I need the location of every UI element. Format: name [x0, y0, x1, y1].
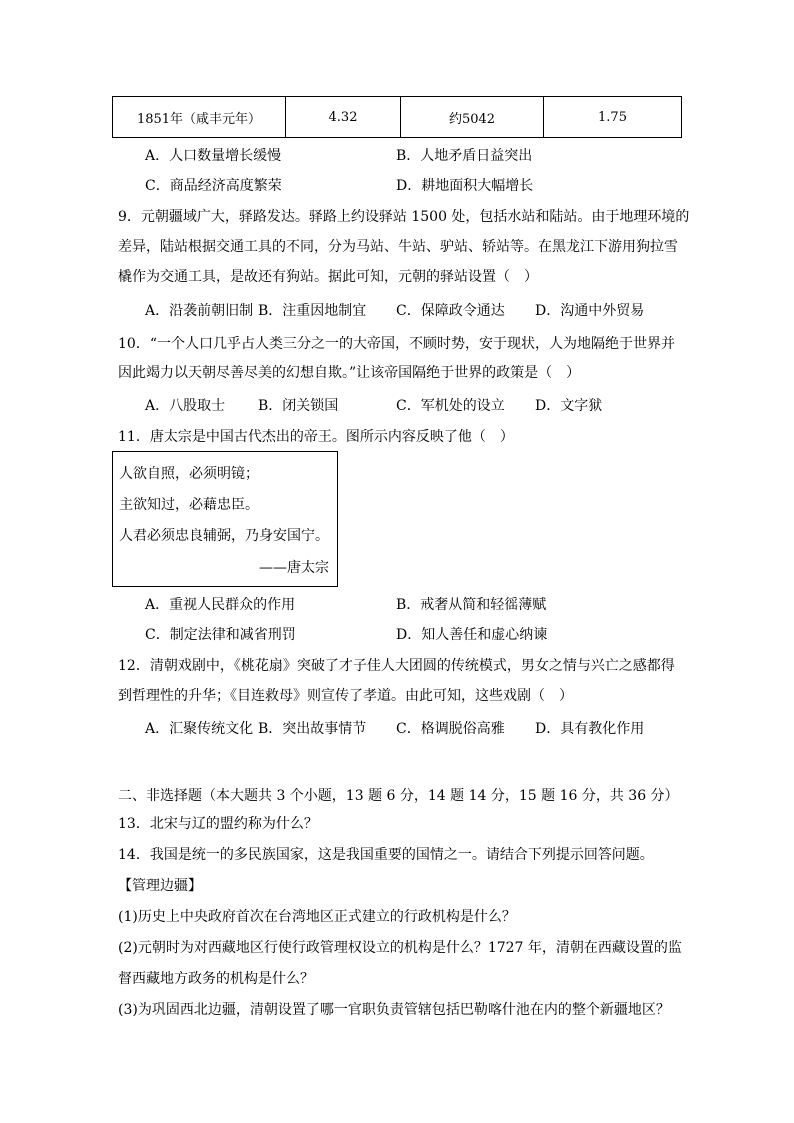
q8-option-d: D．耕地面积大幅增长 — [396, 178, 534, 194]
q11-option-a: A．重视人民群众的作用 — [145, 597, 296, 613]
q11-option-d: D．知人善任和虚心纳谏 — [396, 627, 548, 643]
q11-option-b: B．戒奢从简和轻徭薄赋 — [396, 597, 547, 613]
q10-option-d: D．文字狱 — [535, 398, 603, 414]
table-cell-year: 1851年（咸丰元年） — [113, 97, 286, 138]
q9-option-a: A．沿袭前朝旧制 — [145, 303, 254, 319]
q10-option-b: B．闭关锁国 — [258, 398, 339, 414]
q9-stem-line: 差异，陆站根据交通工具的不同，分为马站、牛站、驴站、轿站等。在黑龙江下游用狗拉雪 — [118, 239, 678, 255]
q9-option-c: C．保障政令通达 — [396, 303, 505, 319]
quote-line: 主欲知过，必藉忠臣。 — [119, 497, 259, 513]
table-row — [113, 97, 682, 138]
q10-option-a: A．八股取士 — [145, 398, 226, 414]
q13-stem: 13．北宋与辽的盟约称为什么？ — [118, 816, 318, 832]
q12-option-d: D．具有教化作用 — [535, 721, 645, 737]
table-cell-value: 1.75 — [544, 97, 682, 138]
q14-sub2-line: 督西藏地方政务的机构是什么？ — [118, 971, 314, 987]
q8-option-a: A．人口数量增长缓慢 — [145, 148, 282, 164]
q9-option-d: D．沟通中外贸易 — [535, 303, 645, 319]
q14-sub2-line: (2)元朝时为对西藏地区行使行政管理权设立的机构是什么？1727 年，清朝在西藏设置的监 — [118, 940, 682, 956]
q8-option-c: C．商品经济高度繁荣 — [145, 178, 282, 194]
q14-stem: 14．我国是统一的多民族国家，这是我国重要的国情之一。请结合下列提示回答问题。 — [118, 847, 654, 863]
section-heading: 二、非选择题（本大题共 3 个小题，13 题 6 分，14 题 14 分，15 题 16 分，共 36 分） — [118, 788, 679, 804]
q8-option-b: B．人地矛盾日益突出 — [396, 148, 533, 164]
q9-option-b: B．注重因地制宜 — [258, 303, 367, 319]
topic-tag: 【管理边疆】 — [118, 878, 202, 894]
quote-box — [112, 451, 338, 587]
q10-stem-line: 因此竭力以天朝尽善尽美的幻想自欺。”让该帝国隔绝于世界的政策是（ ） — [118, 365, 581, 381]
q11-stem: 11．唐太宗是中国古代杰出的帝王。图所示内容反映了他（ ） — [118, 429, 514, 445]
q12-option-a: A．汇聚传统文化 — [145, 721, 254, 737]
quote-line: 人欲自照，必须明镜； — [119, 466, 259, 482]
q11-option-c: C．制定法律和减省刑罚 — [145, 627, 296, 643]
q12-option-b: B．突出故事情节 — [258, 721, 367, 737]
quote-signature: ——唐太宗 — [259, 560, 329, 576]
quote-line: 人君必须忠良辅弼，乃身安国宁。 — [119, 528, 329, 544]
q14-sub3: (3)为巩固西北边疆，清朝设置了哪一官职负责管辖包括巴勒喀什池在内的整个新疆地区？ — [118, 1002, 670, 1018]
q10-option-c: C．军机处的设立 — [396, 398, 505, 414]
q12-option-c: C．格调脱俗高雅 — [396, 721, 505, 737]
q14-sub1: (1)历史上中央政府首次在台湾地区正式建立的行政机构是什么？ — [118, 909, 516, 925]
table-cell-value: 约5042 — [401, 97, 544, 138]
table-cell-value: 4.32 — [286, 97, 401, 138]
q12-stem-line: 12．清朝戏剧中，《桃花扇》突破了才子佳人大团圆的传统模式，男女之情与兴亡之感都得 — [118, 658, 675, 674]
q9-stem-line: 橇作为交通工具，是故还有狗站。据此可知，元朝的驿站设置（ ） — [118, 269, 538, 285]
q9-stem-line: 9．元朝疆域广大，驿路发达。驿路上约设驿站 1500 处，包括水站和陆站。由于地理环境的 — [118, 209, 690, 225]
q12-stem-line: 到哲理性的升华；《目连救母》则宣传了孝道。由此可知，这些戏剧（ ） — [118, 688, 573, 704]
population-table — [112, 96, 682, 138]
q10-stem-line: 10．“一个人口几乎占人类三分之一的大帝国，不顾时势，安于现状，人为地隔绝于世界并 — [118, 336, 675, 352]
